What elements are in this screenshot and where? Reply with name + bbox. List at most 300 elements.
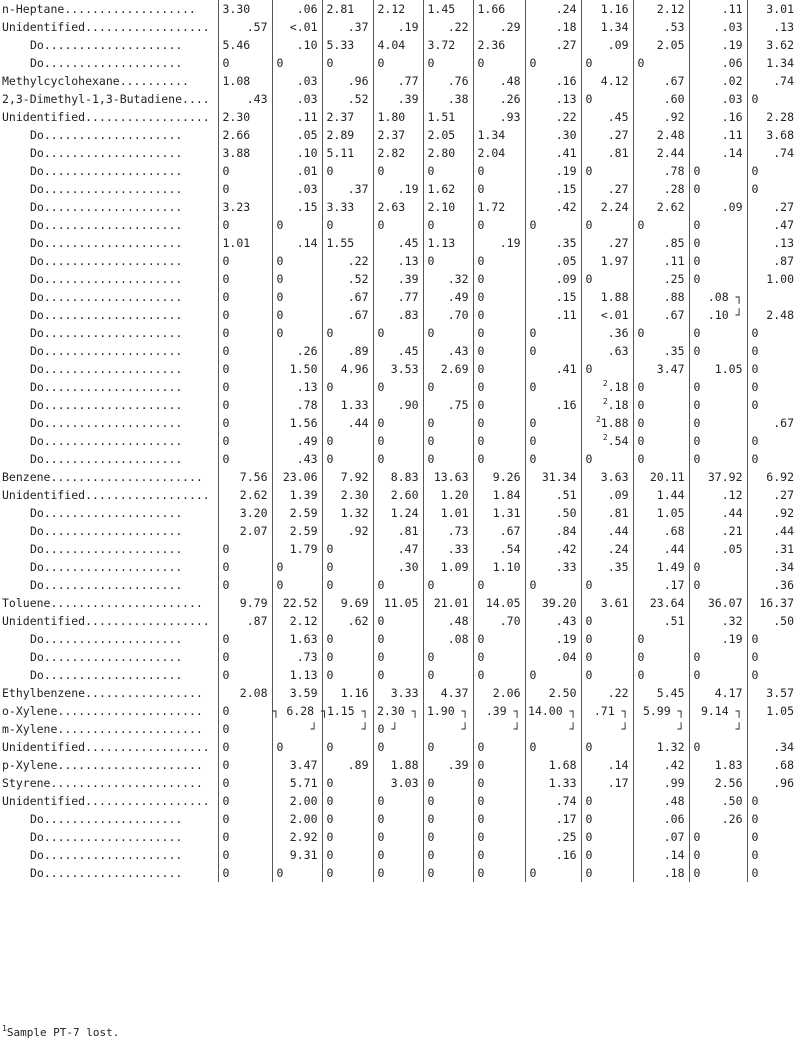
cell-value: 0 [693,398,701,412]
table-cell [581,324,633,342]
cell-value: 0 [477,452,485,466]
table-cell [633,792,689,810]
table-cell [218,414,272,432]
table-cell [322,162,373,180]
cell-value: .34 [773,560,794,574]
cell-value: 0 [222,866,230,880]
cell-value: 0 [529,344,537,358]
cell-value: 22.52 [282,596,318,610]
table-row [0,414,798,432]
leader-dots: .................... [43,578,183,592]
cell-value: 0 [693,344,701,358]
cell-value: 0 [276,218,284,232]
table-cell [633,648,689,666]
cell-value: 1.44 [656,488,685,502]
table-cell [581,414,633,432]
cell-value: 0 [693,326,701,340]
table-row [0,738,798,756]
cell-value: 2.30 ┐ [376,704,419,718]
table-cell [525,144,581,162]
cell-value: 11.05 [383,596,419,610]
cell-value: 0 [751,848,759,862]
cell-value: 0 [693,254,701,268]
table-cell [218,252,272,270]
cell-value: .24 [555,2,577,16]
table-cell [581,270,633,288]
table-cell [747,0,798,18]
cell-value: 0 [751,380,759,394]
cell-value: .19 [555,164,577,178]
footnote [2,1026,119,1040]
cell-value: 1.90 ┐ [426,704,469,718]
cell-value: .68 [773,758,794,772]
table-cell [272,720,322,738]
table-cell [473,738,525,756]
cell-value: .12 [721,488,743,502]
row-label [0,252,218,270]
row-label [0,522,218,540]
cell-value: 0 [222,632,230,646]
table-row [0,18,798,36]
table-cell [218,810,272,828]
table-row [0,396,798,414]
table-cell [322,684,373,702]
table-cell [373,792,423,810]
cell-value: 0 [693,848,701,862]
leader-dots: .................... [43,560,183,574]
leader-dots: .................... [43,812,183,826]
cell-value: 0 [326,452,334,466]
cell-value: 0 [751,812,759,826]
cell-value: .17 [663,578,685,592]
row-label [0,810,218,828]
table-cell [373,396,423,414]
cell-value: 0 [326,866,334,880]
leader-dots: .................. [85,614,210,628]
cell-value: .08 [447,632,469,646]
row-label [0,558,218,576]
cell-value: 0 [693,416,701,430]
table-cell [272,828,322,846]
row-label [0,828,218,846]
cell-value: ┘ [569,722,577,736]
table-cell [218,180,272,198]
cell-value: .45 [397,236,419,250]
cell-value: 2.12 [377,2,406,16]
cell-value: 3.20 [239,506,268,520]
table-cell [581,630,633,648]
cell-value: 4.17 [714,686,743,700]
cell-value: .05 [296,128,318,142]
cell-value: 0 [693,218,701,232]
table-cell [525,810,581,828]
table-cell [581,486,633,504]
row-label [0,468,218,486]
table-cell [633,360,689,378]
cell-value: 0 [751,434,759,448]
cell-value: 1.84 [492,488,521,502]
table-cell [581,360,633,378]
cell-value: 0 [326,740,334,754]
table-cell [218,792,272,810]
table-row [0,702,798,720]
table-cell [747,702,798,720]
table-cell [689,108,747,126]
cell-value: 0 [326,560,334,574]
table-cell [218,270,272,288]
table-cell [272,612,322,630]
cell-value: 1.79 [289,542,318,556]
cell-value: .25 [663,272,685,286]
table-cell [272,162,322,180]
table-cell [525,630,581,648]
table-cell [218,396,272,414]
leader-dots: ..................... [57,722,203,736]
cell-value: 2.36 [477,38,506,52]
cell-value: 2.60 [390,488,419,502]
cell-value: .04 [555,650,577,664]
cell-value: .01 [296,164,318,178]
table-cell [373,738,423,756]
table-cell [473,864,525,882]
leader-dots: .................. [85,488,210,502]
cell-value: .44 [347,416,369,430]
leader-dots: .................... [43,452,183,466]
cell-value: 0 [477,758,485,772]
table-cell [423,846,473,864]
table-cell [747,234,798,252]
table-cell [218,468,272,486]
table-cell [689,540,747,558]
compound-name: Do [30,380,44,394]
cell-value: 0 [477,668,485,682]
row-label [0,630,218,648]
cell-value: ┐ 6.28 ┐ [272,704,328,718]
cell-value: .54 [499,542,521,556]
table-cell [322,198,373,216]
cell-value: 1.62 [427,182,456,196]
table-cell [747,648,798,666]
cell-value: .52 [347,92,369,106]
compound-name: Do [30,668,44,682]
table-cell [581,288,633,306]
table-cell [423,378,473,396]
cell-value: 3.68 [766,128,794,142]
cell-value: 20.11 [649,470,685,484]
cell-value: .74 [773,146,794,160]
table-cell [473,576,525,594]
cell-value: .18 [607,398,629,412]
table-cell [272,108,322,126]
table-cell [423,810,473,828]
table-cell [218,828,272,846]
table-cell [218,666,272,684]
cell-value: 1.16 [600,2,629,16]
table-cell [473,378,525,396]
leader-dots: .................. [85,20,210,34]
cell-value: .10 [296,38,318,52]
cell-value: 0 [477,56,485,70]
table-cell [218,450,272,468]
cell-value: .19 [397,20,419,34]
cell-value: 0 [529,434,537,448]
table-row [0,180,798,198]
table-cell [581,18,633,36]
cell-value: .76 [447,74,469,88]
table-cell [581,504,633,522]
cell-value: 0 [585,866,593,880]
cell-value: .03 [721,92,743,106]
cell-value: 1.88 [600,290,629,304]
compound-name: Do [30,416,44,430]
cell-value: .06 [663,812,685,826]
table-cell [473,324,525,342]
table-cell [747,36,798,54]
compound-name: Do [30,56,44,70]
cell-value: .34 [773,740,794,754]
table-row [0,288,798,306]
leader-dots: ..................... [57,758,203,772]
table-cell [218,378,272,396]
cell-value: 1.00 [766,272,794,286]
cell-value: 2.48 [766,308,794,322]
row-label [0,792,218,810]
table-cell [689,810,747,828]
compound-name: p-Xylene [2,758,58,772]
table-cell [473,540,525,558]
table-cell [633,756,689,774]
cell-value: .42 [663,758,685,772]
table-cell [689,144,747,162]
table-cell [747,522,798,540]
table-row [0,594,798,612]
table-cell [218,90,272,108]
table-cell [525,396,581,414]
table-cell [633,180,689,198]
leader-dots: .................... [43,542,183,556]
leader-dots: .................... [43,866,183,880]
table-cell [322,396,373,414]
cell-value: 0 [693,236,701,250]
table-cell [373,612,423,630]
table-cell [581,792,633,810]
table-cell [747,684,798,702]
table-cell [633,342,689,360]
table-cell [322,792,373,810]
cell-value: 2.00 [289,794,318,808]
cell-value: .03 [296,182,318,196]
cell-value: .49 [296,434,318,448]
table-cell [218,126,272,144]
cell-value: 0 [585,794,593,808]
compound-name: Do [30,146,44,160]
cell-value: 0 [222,344,230,358]
table-cell [689,684,747,702]
cell-value: .35 [663,344,685,358]
table-cell [373,72,423,90]
table-cell [373,504,423,522]
table-cell [473,414,525,432]
table-cell [689,756,747,774]
cell-value: 0 [477,164,485,178]
cell-value: 2.04 [477,146,506,160]
cell-value: .13 [296,380,318,394]
cell-value: 0 [477,380,485,394]
cell-value: 1.13 [289,668,318,682]
table-cell [373,630,423,648]
row-label [0,108,218,126]
cell-value: .68 [663,524,685,538]
table-row [0,630,798,648]
table-cell [747,630,798,648]
table-row [0,126,798,144]
cell-value: ┘ [513,722,521,736]
table-cell [633,846,689,864]
cell-value: 0 [637,452,645,466]
cell-value: 3.57 [766,686,794,700]
cell-value: 0 [222,380,230,394]
table-cell [322,612,373,630]
cell-value: .42 [555,200,577,214]
table-cell [689,270,747,288]
table-row [0,720,798,738]
leader-dots: .................. [85,740,210,754]
cell-value: .44 [773,524,794,538]
cell-value: 0 [693,830,701,844]
table-cell [581,0,633,18]
cell-value: 1.15 ┐ [326,704,369,718]
table-cell [473,36,525,54]
table-cell [218,594,272,612]
table-cell [322,828,373,846]
cell-value: .30 [555,128,577,142]
table-row [0,810,798,828]
cell-value: 0 [477,344,485,358]
cell-value: 1.66 [477,2,506,16]
cell-value: .87 [246,614,268,628]
compound-name: Do [30,866,44,880]
table-cell [747,756,798,774]
table-cell [747,666,798,684]
cell-value: 0 [377,56,385,70]
table-cell [272,792,322,810]
cell-value: .67 [773,416,794,430]
leader-dots: .................... [43,56,183,70]
table-cell [423,774,473,792]
table-cell [218,216,272,234]
table-cell [525,738,581,756]
cell-value: 0 [377,794,385,808]
cell-value: 0 [276,290,284,304]
table-row [0,234,798,252]
table-cell [525,612,581,630]
cell-value: .67 [347,290,369,304]
cell-value: 0 [377,164,385,178]
table-cell [218,288,272,306]
cell-value: 1.01 [222,236,251,250]
cell-value: 5.99 ┐ [642,704,685,718]
cell-value: 0 [377,614,385,628]
compound-name: Unidentified [2,110,86,124]
table-cell [218,360,272,378]
cell-value: 3.72 [427,38,456,52]
table-cell [473,198,525,216]
cell-value: 0 [377,650,385,664]
table-cell [272,810,322,828]
cell-value: 0 [377,848,385,862]
cell-value: 3.01 [766,2,794,16]
table-cell [525,18,581,36]
table-cell [581,612,633,630]
table-cell [473,522,525,540]
cell-value: 1.32 [340,506,369,520]
cell-value: 0 [751,326,759,340]
table-cell [525,180,581,198]
table-cell [423,216,473,234]
cell-value: 0 [477,254,485,268]
cell-value: .43 [246,92,268,106]
cell-value: 0 [276,560,284,574]
row-label [0,180,218,198]
table-cell [689,396,747,414]
table-cell [218,738,272,756]
cell-value: 0 [427,218,435,232]
cell-value: 0 [377,812,385,826]
row-label [0,216,218,234]
table-cell [689,378,747,396]
cell-value: 0 [477,416,485,430]
table-cell [633,378,689,396]
cell-value: 3.53 [390,362,419,376]
cell-value: 0 [326,542,334,556]
cell-value: 0 [751,92,759,106]
table-cell [473,54,525,72]
row-label [0,756,218,774]
cell-value: 0 [427,380,435,394]
cell-value: .11 [296,110,318,124]
table-cell [423,450,473,468]
compound-name: Do [30,218,44,232]
compound-name: Do [30,308,44,322]
cell-value: 0 [222,398,230,412]
table-cell [272,378,322,396]
cell-value: 0 [276,308,284,322]
row-label [0,720,218,738]
cell-value: .13 [555,92,577,106]
table-cell [525,540,581,558]
table-cell [218,18,272,36]
table-cell [525,306,581,324]
table-cell [581,738,633,756]
cell-value: 0 [427,812,435,826]
cell-value: 0 [477,272,485,286]
cell-value: .73 [447,524,469,538]
table-cell [747,486,798,504]
row-label [0,864,218,882]
table-cell [633,828,689,846]
cell-value: 0 [326,326,334,340]
cell-value: .15 [296,200,318,214]
cell-value: .45 [607,110,629,124]
table-cell [218,306,272,324]
table-cell [423,504,473,522]
cell-value: .96 [347,74,369,88]
cell-value: 2.30 [340,488,369,502]
table-cell [747,108,798,126]
cell-value: .26 [721,812,743,826]
table-cell [322,450,373,468]
table-cell [525,90,581,108]
